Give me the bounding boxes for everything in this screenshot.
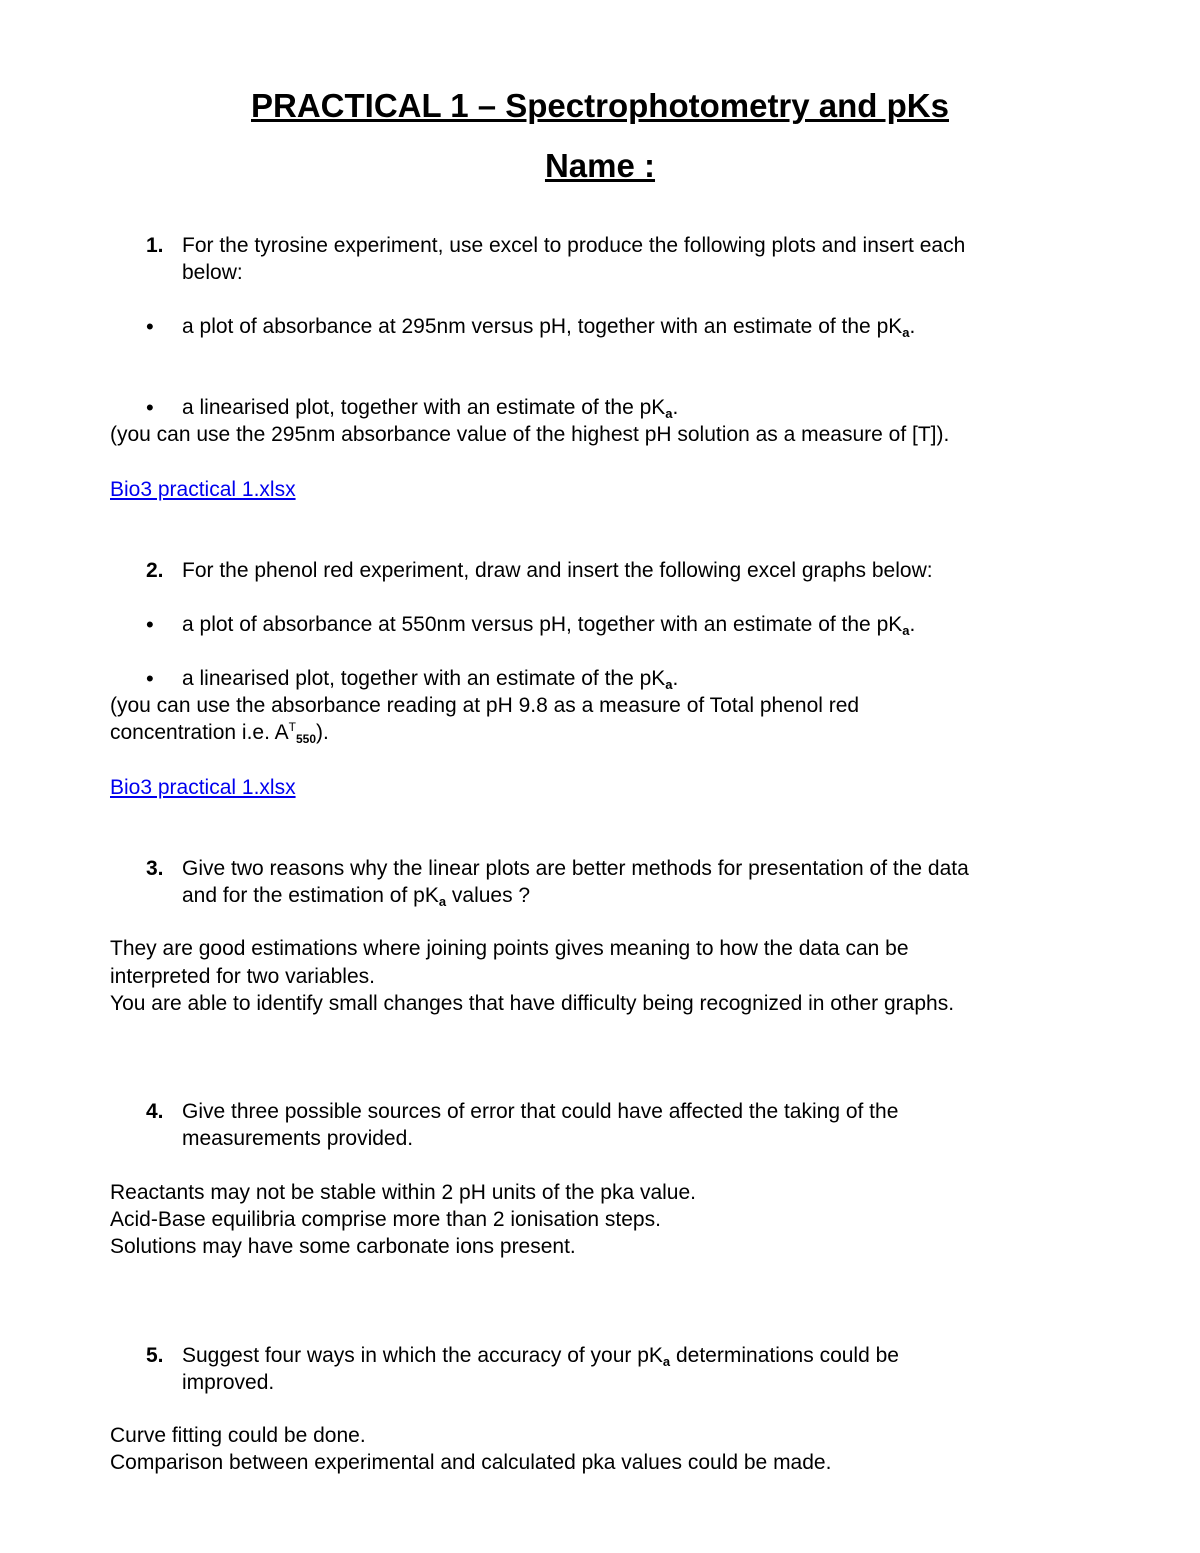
q2-note-line2: concentration i.e. $A^T550$).: [110, 720, 329, 746]
q3-text-line2: and for the estimation of pKa values ?: [182, 884, 531, 909]
q2-bullet2: a linearised plot, together with an estimate of the pKa.: [182, 667, 679, 692]
q2-bullet1: a plot of absorbance at 550nm versus pH, together with an estimate of the pKa.: [182, 613, 916, 638]
q4-text-line1: Give three possible sources of error that could have affected the taking of the: [182, 1100, 899, 1123]
bullet-icon: •: [146, 395, 154, 420]
q2-text-line1: For the phenol red experiment, draw and insert the following excel graphs below:: [182, 559, 933, 582]
q5-text-line2: improved.: [182, 1371, 275, 1394]
q2-number: 2.: [146, 559, 164, 582]
q3-answer-line: You are able to identify small changes that have difficulty being recognized in other graphs.: [110, 992, 955, 1015]
q4-answer-line: Solutions may have some carbonate ions present.: [110, 1235, 576, 1258]
page-title: PRACTICAL 1 – Spectrophotometry and pKs: [251, 87, 949, 124]
bullet-icon: •: [146, 612, 154, 637]
q1-note: (you can use the 295nm absorbance value of the highest pH solution as a measure of [T]).: [110, 423, 950, 446]
q5-number: 5.: [146, 1344, 164, 1367]
q4-text-line2: measurements provided.: [182, 1127, 414, 1150]
q4-answer-line: Acid-Base equilibria comprise more than 2 ionisation steps.: [110, 1208, 661, 1231]
q1-bullet2: a linearised plot, together with an estimate of the pKa.: [182, 396, 679, 421]
q3-answer-line: interpreted for two variables.: [110, 965, 375, 988]
q3-number: 3.: [146, 857, 164, 880]
q1-bullet1: a plot of absorbance at 295nm versus pH, together with an estimate of the pKa.: [182, 315, 916, 340]
name-label: Name :: [544, 147, 656, 184]
q2-file-link[interactable]: Bio3 practical 1.xlsx: [110, 776, 296, 799]
q3-text-line1: Give two reasons why the linear plots are better methods for presentation of the data: [182, 857, 969, 880]
q5-answer-line: Curve fitting could be done.: [110, 1424, 366, 1447]
q1-number: 1.: [146, 234, 164, 257]
q1-file-link[interactable]: Bio3 practical 1.xlsx: [110, 478, 296, 501]
q1-text-line2: below:: [182, 261, 243, 284]
q2-note-line1: (you can use the absorbance reading at pH 9.8 as a measure of Total phenol red: [110, 694, 860, 717]
q4-answer-line: Reactants may not be stable within 2 pH units of the pka value.: [110, 1181, 697, 1204]
q5-answer-line: Comparison between experimental and calculated pka values could be made.: [110, 1451, 832, 1474]
q3-answer-line: They are good estimations where joining points gives meaning to how the data can be: [110, 937, 909, 960]
bullet-icon: •: [146, 666, 154, 691]
q5-text-line1: Suggest four ways in which the accuracy of your pKa determinations could be: [182, 1344, 899, 1369]
q1-text-line1: For the tyrosine experiment, use excel to produce the following plots and insert each: [182, 234, 966, 257]
bullet-icon: •: [146, 314, 154, 339]
q4-number: 4.: [146, 1100, 164, 1123]
